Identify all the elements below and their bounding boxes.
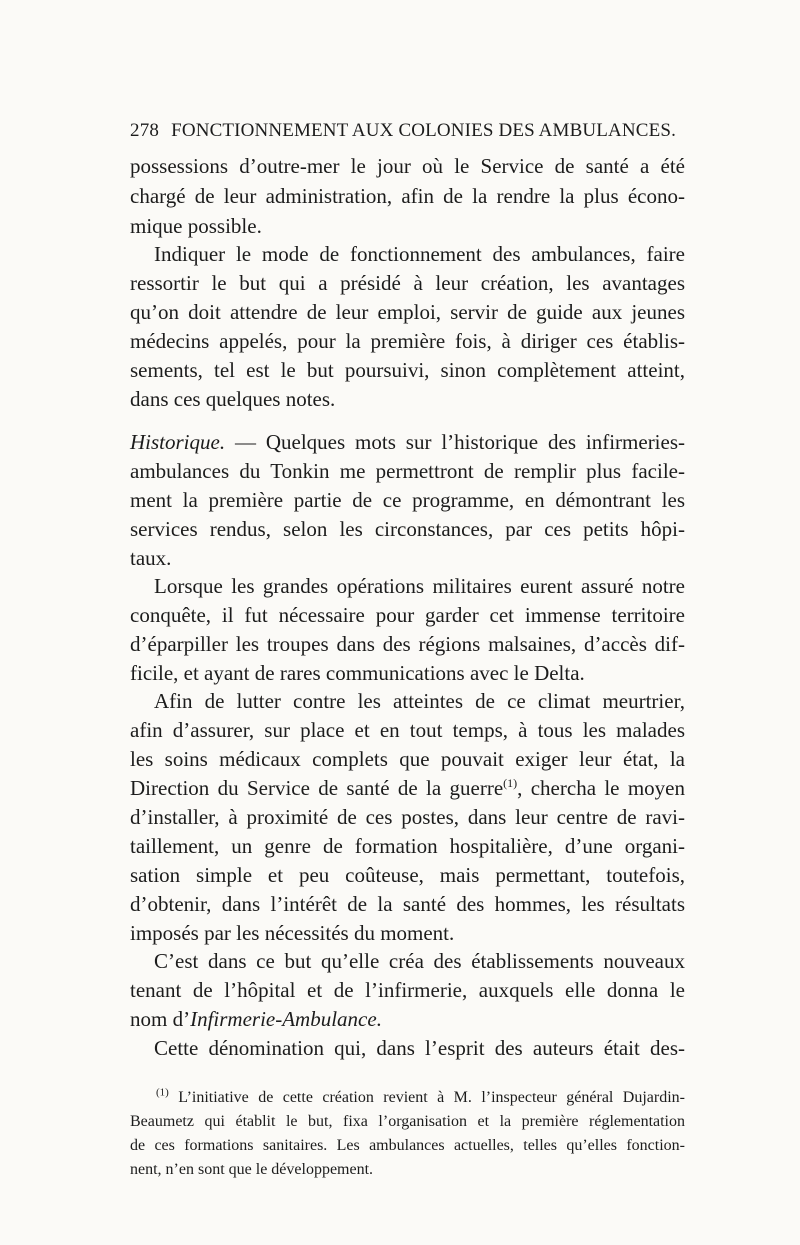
- text-line: Lorsque les grandes opérations militaires eurent assuré notre: [154, 574, 685, 598]
- footnote-ref: (1): [503, 776, 518, 790]
- text-line: mique possible.: [130, 214, 262, 238]
- italic-term: Infirmerie-Ambulance.: [190, 1007, 382, 1031]
- text-line: Cette dénomination qui, dans l’esprit des auteurs était des-: [154, 1036, 685, 1060]
- text-line: possessions d’outre-mer le jour où le Service de santé a été: [130, 154, 685, 178]
- text-line: imposés par les nécessités du moment.: [130, 921, 455, 945]
- running-title: FONCTIONNEMENT AUX COLONIES DES AMBULANCES.: [171, 120, 676, 141]
- text-line: C’est dans ce but qu’elle créa des établissements nouveaux: [154, 949, 685, 973]
- text-line: conquête, il fut nécessaire pour garder cet immense territoire: [130, 603, 685, 627]
- text-line: tenant de l’hôpital et de l’infirmerie, auxquels elle donna le: [130, 978, 685, 1002]
- text-line: sements, tel est le but poursuivi, sinon complètement atteint,: [130, 358, 685, 382]
- text-line: Afin de lutter contre les atteintes de ce climat meurtrier,: [154, 689, 685, 713]
- text-line: d’installer, à proximité de ces postes, dans leur centre de ravi-: [130, 805, 685, 829]
- text-line: ficile, et ayant de rares communications avec le Delta.: [130, 661, 585, 685]
- text-line: [130, 773, 685, 803]
- text-line: taux.: [130, 546, 172, 570]
- section-heading-text: — Quelques mots sur l’historique des infirmeries-: [234, 430, 686, 454]
- text-segment: nom d’: [130, 1007, 191, 1031]
- footnote-line: de ces formations sanitaires. Les ambulances actuelles, telles qu’elles fonction-: [130, 1137, 685, 1154]
- book-page: [130, 0, 685, 1245]
- footnote-line: [130, 1086, 685, 1110]
- footnote-marker: (1): [156, 1086, 169, 1099]
- text-line: sation simple et peu coûteuse, mais permettant, toutefois,: [130, 863, 685, 887]
- text-line: d’éparpiller les troupes dans des régions malsaines, d’accès dif-: [130, 632, 685, 656]
- text-line: médecins appelés, pour la première fois, à diriger ces établis-: [130, 329, 685, 353]
- text-line: ment la première partie de ce programme, en démontrant les: [130, 488, 685, 512]
- text-line: [130, 427, 685, 457]
- text-line: afin d’assurer, sur place et en tout temps, à tous les malades: [130, 718, 685, 742]
- page-number: 278: [130, 120, 160, 141]
- text-line: dans ces quelques notes.: [130, 387, 336, 411]
- text-line: chargé de leur administration, afin de la rendre la plus écono-: [130, 184, 685, 208]
- text-line: Indiquer le mode de fonctionnement des ambulances, faire: [154, 242, 685, 266]
- text-line: d’obtenir, dans l’intérêt de la santé des hommes, les résultats: [130, 892, 685, 916]
- text-line: services rendus, selon les circonstances, par ces petits hôpi-: [130, 517, 685, 541]
- text-segment: Direction du Service de santé de la guerre: [130, 776, 504, 800]
- text-line: qu’on doit attendre de leur emploi, servir de guide aux jeunes: [130, 300, 685, 324]
- text-line: ressortir le but qui a présidé à leur création, les avantages: [130, 271, 685, 295]
- text-segment: , chercha le moyen: [517, 776, 685, 800]
- section-heading: Historique.: [130, 430, 226, 454]
- text-line: ambulances du Tonkin me permettront de remplir plus facile-: [130, 459, 685, 483]
- footnote-line: nent, n’en sont que le développement.: [130, 1161, 374, 1178]
- text-line: taillement, un genre de formation hospitalière, d’une organi-: [130, 834, 685, 858]
- running-head: [130, 120, 685, 142]
- text-line: les soins médicaux complets que pouvait exiger leur état, la: [130, 747, 685, 771]
- footnote-line: Beaumetz qui établit le but, fixa l’organisation et la première réglementation: [130, 1113, 685, 1130]
- footnote-text: L’initiative de cette création revient à M. l’inspecteur général Dujardin-: [178, 1089, 686, 1106]
- text-line: [130, 1004, 685, 1034]
